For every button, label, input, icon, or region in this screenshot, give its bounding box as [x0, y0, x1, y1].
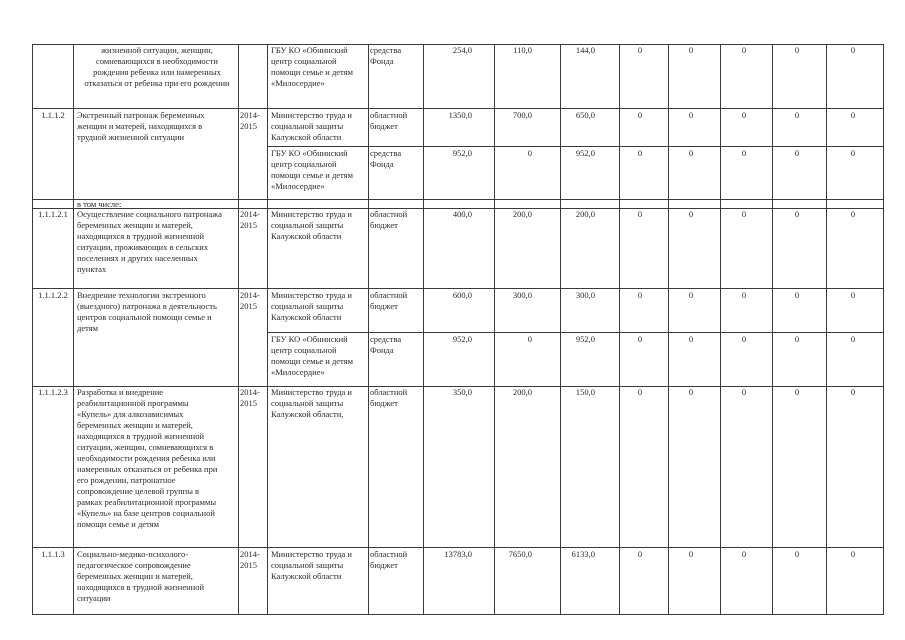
- row-source: средства Фонда: [370, 148, 402, 169]
- row-source: областной бюджет: [370, 387, 408, 408]
- row-zero-value: 0: [637, 148, 643, 158]
- row-name: Социально-медико-психолого- педагогическое сопровождение беременных женщин и матерей, находящихся в трудной жизненной ситуации: [77, 549, 204, 603]
- row-zero-value: 0: [850, 387, 856, 397]
- row-zero-value: 0: [850, 45, 856, 55]
- table-rule: [32, 44, 33, 615]
- row-name: в том числе:: [77, 199, 122, 209]
- row-zero-value: 0: [637, 549, 643, 559]
- row-y2014: 0: [527, 334, 532, 344]
- row-zero-value: 0: [637, 209, 643, 219]
- row-total: 400,0: [452, 209, 472, 219]
- row-total: 600,0: [452, 290, 472, 300]
- table-rule: [772, 44, 773, 615]
- row-period: 2014- 2015: [240, 110, 260, 131]
- row-zero-value: 0: [794, 549, 800, 559]
- row-y2015: 200,0: [575, 209, 595, 219]
- row-source: областной бюджет: [370, 290, 408, 311]
- row-period: 2014- 2015: [240, 549, 260, 570]
- row-zero-value: 0: [741, 290, 747, 300]
- row-executor: ГБУ КО «Обнинский центр социальной помощи семье и детям «Милосердие»: [271, 45, 353, 88]
- row-zero-value: 0: [850, 290, 856, 300]
- row-zero-value: 0: [688, 209, 694, 219]
- table-rule: [73, 44, 74, 615]
- row-zero-value: 0: [850, 110, 856, 120]
- row-executor: ГБУ КО «Обнинский центр социальной помощи семье и детям «Милосердие»: [271, 148, 353, 191]
- row-source: областной бюджет: [370, 209, 408, 230]
- row-zero-value: 0: [637, 290, 643, 300]
- row-y2015: 952,0: [575, 334, 595, 344]
- row-zero-value: 0: [794, 290, 800, 300]
- row-code: 1.1.1.2.2: [38, 290, 68, 300]
- table-rule: [368, 44, 369, 615]
- row-zero-value: 0: [637, 110, 643, 120]
- row-zero-value: 0: [688, 45, 694, 55]
- row-zero-value: 0: [688, 110, 694, 120]
- row-y2014: 7650,0: [508, 549, 532, 559]
- table-rule: [560, 44, 561, 615]
- row-name: Осуществление социального патронажа беременных женщин и матерей, находящихся в трудной жизненной ситуации, проживающих в сельских поселениях и других населенных пунктах: [77, 209, 222, 274]
- row-zero-value: 0: [850, 148, 856, 158]
- row-executor: Министерство труда и социальной защиты Калужской области,: [271, 387, 352, 419]
- row-total: 254,0: [452, 45, 472, 55]
- row-zero-value: 0: [741, 387, 747, 397]
- table-rule: [32, 108, 883, 109]
- row-code: 1.1.1.2.1: [38, 209, 68, 219]
- row-y2014: 300,0: [512, 290, 532, 300]
- row-y2014: 110,0: [513, 45, 532, 55]
- row-executor: Министерство труда и социальной защиты Калужской области: [271, 290, 352, 322]
- row-y2015: 6133,0: [571, 549, 595, 559]
- row-source: средства Фонда: [370, 45, 402, 66]
- table-rule: [238, 44, 239, 615]
- row-y2014: 200,0: [512, 209, 532, 219]
- row-executor: ГБУ КО «Обнинский центр социальной помощи семье и детям «Милосердие»: [271, 334, 353, 377]
- row-zero-value: 0: [794, 387, 800, 397]
- row-zero-value: 0: [688, 290, 694, 300]
- row-source: средства Фонда: [370, 334, 402, 355]
- row-zero-value: 0: [741, 110, 747, 120]
- table-rule: [720, 44, 721, 615]
- row-zero-value: 0: [637, 387, 643, 397]
- row-name: жизненной ситуации, женщин, сомневающихся в необходимости рождения ребенка или намеренных отказаться от ребенка при его рождении: [84, 45, 230, 88]
- row-total: 350,0: [452, 387, 472, 397]
- table-rule: [619, 44, 620, 615]
- row-zero-value: 0: [637, 334, 643, 344]
- table-rule: [423, 44, 424, 615]
- table-rule: [267, 44, 268, 615]
- row-executor: Министерство труда и социальной защиты Калужской области: [271, 549, 352, 581]
- row-source: областной бюджет: [370, 549, 408, 570]
- row-executor: Министерство труда и социальной защиты Калужской области: [271, 110, 352, 142]
- table-rule: [826, 44, 827, 615]
- table-rule: [32, 614, 883, 615]
- row-zero-value: 0: [688, 334, 694, 344]
- row-name: Экстренный патронаж беременных женщин и матерей, находящихся в трудной жизненной ситуации: [77, 110, 205, 142]
- row-y2015: 150,0: [575, 387, 595, 397]
- row-total: 1350,0: [448, 110, 472, 120]
- row-zero-value: 0: [741, 148, 747, 158]
- table-rule: [32, 288, 883, 289]
- row-y2015: 300,0: [575, 290, 595, 300]
- row-name: Внедрение технологии экстренного (выездного) патронажа в деятельность центров социальной помощи семье и детям: [77, 290, 217, 333]
- row-period: 2014- 2015: [240, 209, 260, 230]
- row-y2015: 952,0: [575, 148, 595, 158]
- row-y2015: 144,0: [575, 45, 595, 55]
- row-y2014: 200,0: [512, 387, 532, 397]
- row-zero-value: 0: [741, 549, 747, 559]
- row-zero-value: 0: [794, 148, 800, 158]
- table-rule: [267, 332, 883, 333]
- row-zero-value: 0: [688, 549, 694, 559]
- row-zero-value: 0: [637, 45, 643, 55]
- row-total: 952,0: [452, 148, 472, 158]
- row-zero-value: 0: [688, 387, 694, 397]
- row-zero-value: 0: [688, 148, 694, 158]
- row-zero-value: 0: [741, 334, 747, 344]
- row-code: 1.1.1.3: [41, 549, 65, 559]
- row-zero-value: 0: [850, 549, 856, 559]
- row-name: Разработка и внедрение реабилитационной программы «Купель» для алкозависимых беременных женщин и матерей, находящихся в трудной жизненной ситуации, женщин, сомневающихся в необходимости рождения ребенка или намеренных отказаться от ребенка при его рождении, патронатное сопровождение целевой группы в рамках реабилитационной программы «Купель» на базе центров социальной помощи семье и детям: [77, 387, 218, 529]
- row-zero-value: 0: [850, 209, 856, 219]
- row-code: 1.1.1.2.3: [38, 387, 68, 397]
- row-zero-value: 0: [850, 334, 856, 344]
- row-zero-value: 0: [794, 209, 800, 219]
- row-zero-value: 0: [741, 209, 747, 219]
- row-period: 2014- 2015: [240, 387, 260, 408]
- table-rule: [494, 44, 495, 615]
- table-rule: [32, 547, 883, 548]
- table-rule: [668, 44, 669, 615]
- row-zero-value: 0: [794, 334, 800, 344]
- row-source: областной бюджет: [370, 110, 408, 131]
- row-y2014: 700,0: [512, 110, 532, 120]
- row-executor: Министерство труда и социальной защиты Калужской области: [271, 209, 352, 241]
- table-rule: [883, 44, 884, 615]
- row-period: 2014- 2015: [240, 290, 260, 311]
- row-total: 952,0: [452, 334, 472, 344]
- row-total: 13783,0: [444, 549, 472, 559]
- row-zero-value: 0: [741, 45, 747, 55]
- row-y2015: 650,0: [575, 110, 595, 120]
- row-zero-value: 0: [794, 45, 800, 55]
- row-code: 1.1.1.2: [41, 110, 65, 120]
- row-zero-value: 0: [794, 110, 800, 120]
- table-rule: [267, 146, 883, 147]
- row-y2014: 0: [527, 148, 532, 158]
